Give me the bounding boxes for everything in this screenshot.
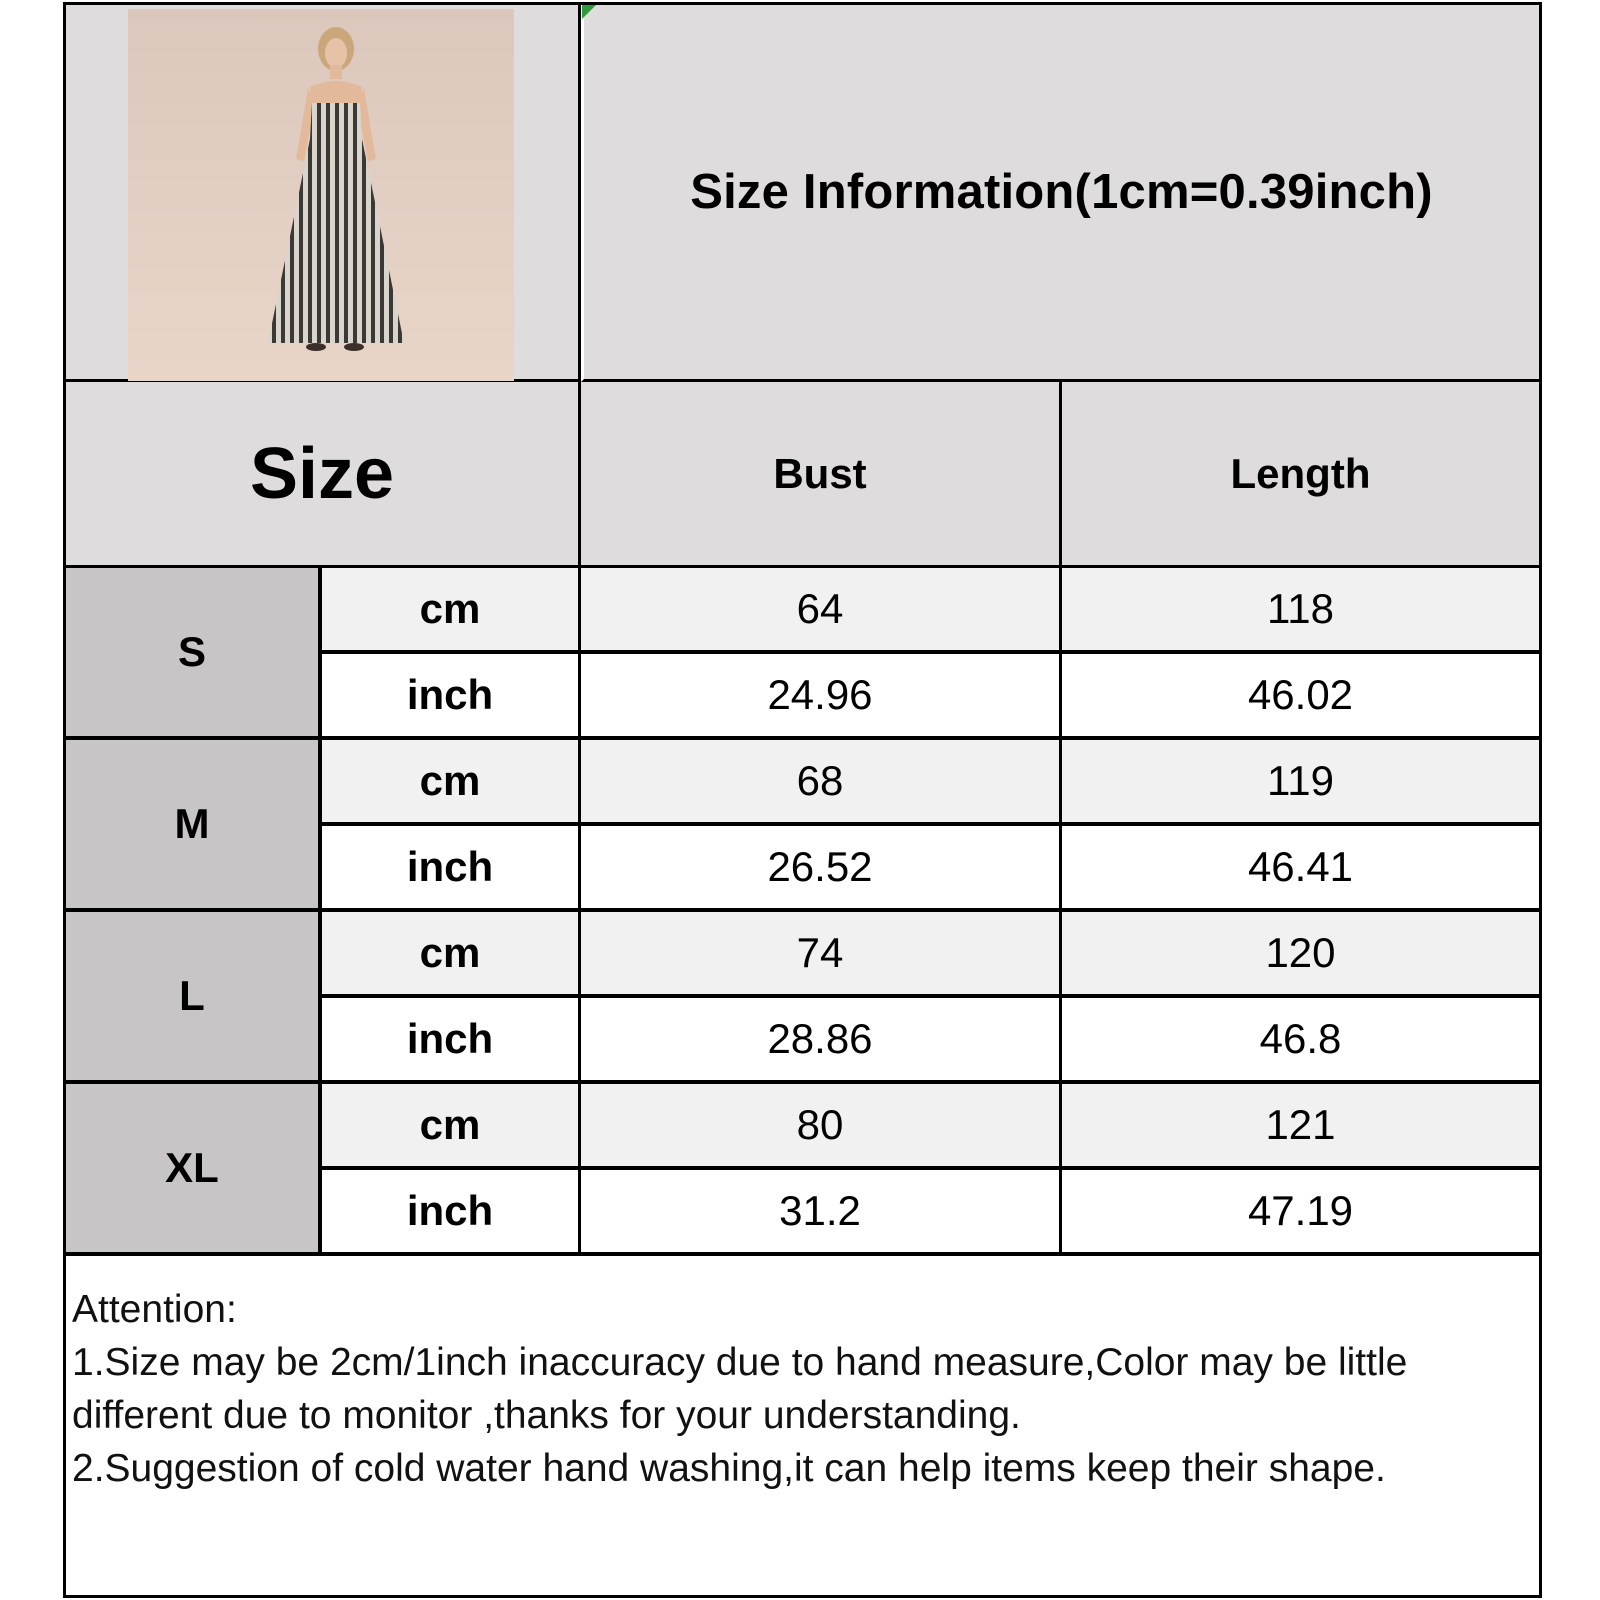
unit-cell: inch (322, 826, 581, 912)
length-cell: 119 (1062, 740, 1539, 826)
column-header-bust: Bust (581, 382, 1062, 568)
bust-cell: 64 (581, 568, 1062, 654)
product-photo-cell (66, 5, 581, 382)
size-info-cell (581, 5, 1539, 382)
size-info-title: Size Information(1cm=0.39inch) (690, 165, 1433, 219)
column-header-size: Size (66, 382, 581, 568)
bust-cell: 24.96 (581, 654, 1062, 740)
length-cell: 121 (1062, 1084, 1539, 1170)
size-label-m: M (66, 740, 322, 912)
length-cell: 46.41 (1062, 826, 1539, 912)
attention-note-2: 2.Suggestion of cold water hand washing,it can help items keep their shape. (72, 1447, 1386, 1490)
size-label-xl: XL (66, 1084, 322, 1256)
unit-cell: inch (322, 654, 581, 740)
corner-marker (582, 5, 596, 19)
length-cell: 46.8 (1062, 998, 1539, 1084)
attention-heading: Attention: (72, 1288, 237, 1331)
length-cell: 46.02 (1062, 654, 1539, 740)
size-label-s: S (66, 568, 322, 740)
attention-notes (72, 1283, 1532, 1495)
unit-cell: cm (322, 1084, 581, 1170)
length-cell: 47.19 (1062, 1170, 1539, 1256)
bust-cell: 80 (581, 1084, 1062, 1170)
column-header-length: Length (1062, 382, 1539, 568)
bust-cell: 28.86 (581, 998, 1062, 1084)
bust-cell: 74 (581, 912, 1062, 998)
bust-cell: 68 (581, 740, 1062, 826)
bust-cell: 26.52 (581, 826, 1062, 912)
unit-cell: cm (322, 568, 581, 654)
unit-cell: cm (322, 740, 581, 826)
size-label-l: L (66, 912, 322, 1084)
length-cell: 120 (1062, 912, 1539, 998)
length-cell: 118 (1062, 568, 1539, 654)
bust-cell: 31.2 (581, 1170, 1062, 1256)
unit-cell: inch (322, 998, 581, 1084)
attention-note-1: 1.Size may be 2cm/1inch inaccuracy due to hand measure,Color may be little different due to monitor ,thanks for your understanding. (72, 1341, 1408, 1437)
unit-cell: inch (322, 1170, 581, 1256)
product-photo (128, 9, 514, 381)
size-chart (63, 2, 1542, 1598)
unit-cell: cm (322, 912, 581, 998)
